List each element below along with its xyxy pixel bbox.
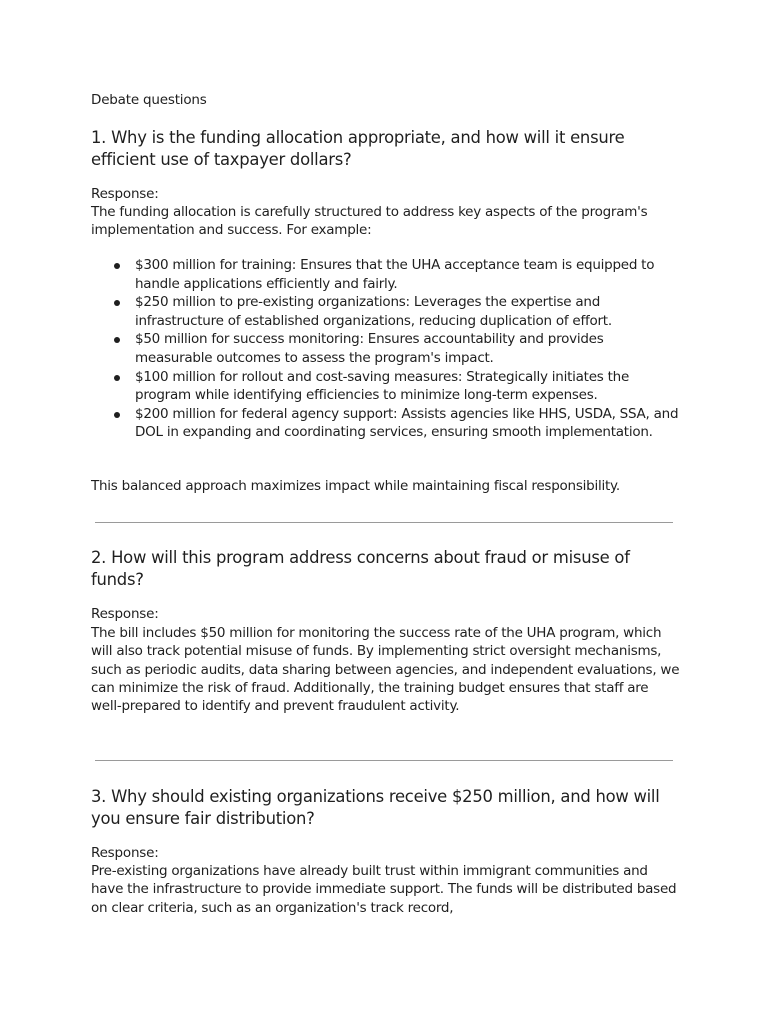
list-item	[91, 405, 681, 442]
list-item-text: $100 million for rollout and cost-saving measures: Strategically initiates the program while identifying efficiencies to minimize long-term expenses.	[135, 368, 629, 404]
question-3-heading: 3. Why should existing organizations receive $250 million, and how will you ensure fair distribution?	[91, 787, 660, 828]
question-2-body: The bill includes $50 million for monitoring the success rate of the UHA program, which will also track potential misuse of funds. By implementing strict oversight mechanisms, such as periodic audits, data sharing between agencies, and independent evaluations, we can minimize the risk of fraud. Additionally, the training budget ensures that staff are well-prepared to identify and prevent fraudulent activity.	[91, 625, 680, 715]
bullet-icon	[114, 300, 120, 306]
bullet-icon	[114, 263, 120, 269]
question-3-response-label: Response:	[91, 845, 159, 861]
list-item	[91, 256, 681, 293]
question-3-body: Pre-existing organizations have already built trust within immigrant communities and have the infrastructure to provide immediate support. The funds will be distributed based on clear criteria, such as an organization's track record,	[91, 863, 677, 916]
question-1-conclusion: This balanced approach maximizes impact while maintaining fiscal responsibility.	[91, 478, 620, 494]
list-item	[91, 293, 681, 330]
list-item-text: $50 million for success monitoring: Ensures accountability and provides measurable outcomes to assess the program's impact.	[135, 331, 604, 366]
section-divider	[95, 760, 673, 761]
document-title: Debate questions	[91, 92, 207, 108]
question-1-intro: The funding allocation is carefully structured to address key aspects of the program's implementation and success. For example:	[91, 204, 648, 239]
list-item-text: $250 million to pre-existing organizations: Leverages the expertise and infrastructure of established organizations, reducing duplication of effort.	[135, 294, 612, 329]
question-1-heading: 1. Why is the funding allocation appropriate, and how will it ensure efficient use of taxpayer dollars?	[91, 128, 625, 169]
question-2-response-label: Response:	[91, 606, 159, 622]
question-1-response-label: Response:	[91, 186, 159, 202]
question-2-heading: 2. How will this program address concerns about fraud or misuse of funds?	[91, 548, 630, 589]
list-item-text: $300 million for training: Ensures that the UHA acceptance team is equipped to handle applications efficiently and fairly.	[135, 257, 655, 292]
bullet-icon	[114, 337, 120, 343]
section-divider	[95, 522, 673, 523]
bullet-icon	[114, 375, 120, 381]
list-item	[91, 330, 681, 367]
question-1-bullet-list	[91, 256, 681, 442]
list-item-text: $200 million for federal agency support: Assists agencies like HHS, USDA, SSA, and DOL in expanding and coordinating services, ensuring smooth implementation.	[135, 405, 679, 441]
list-item	[91, 368, 681, 405]
bullet-icon	[114, 412, 120, 418]
